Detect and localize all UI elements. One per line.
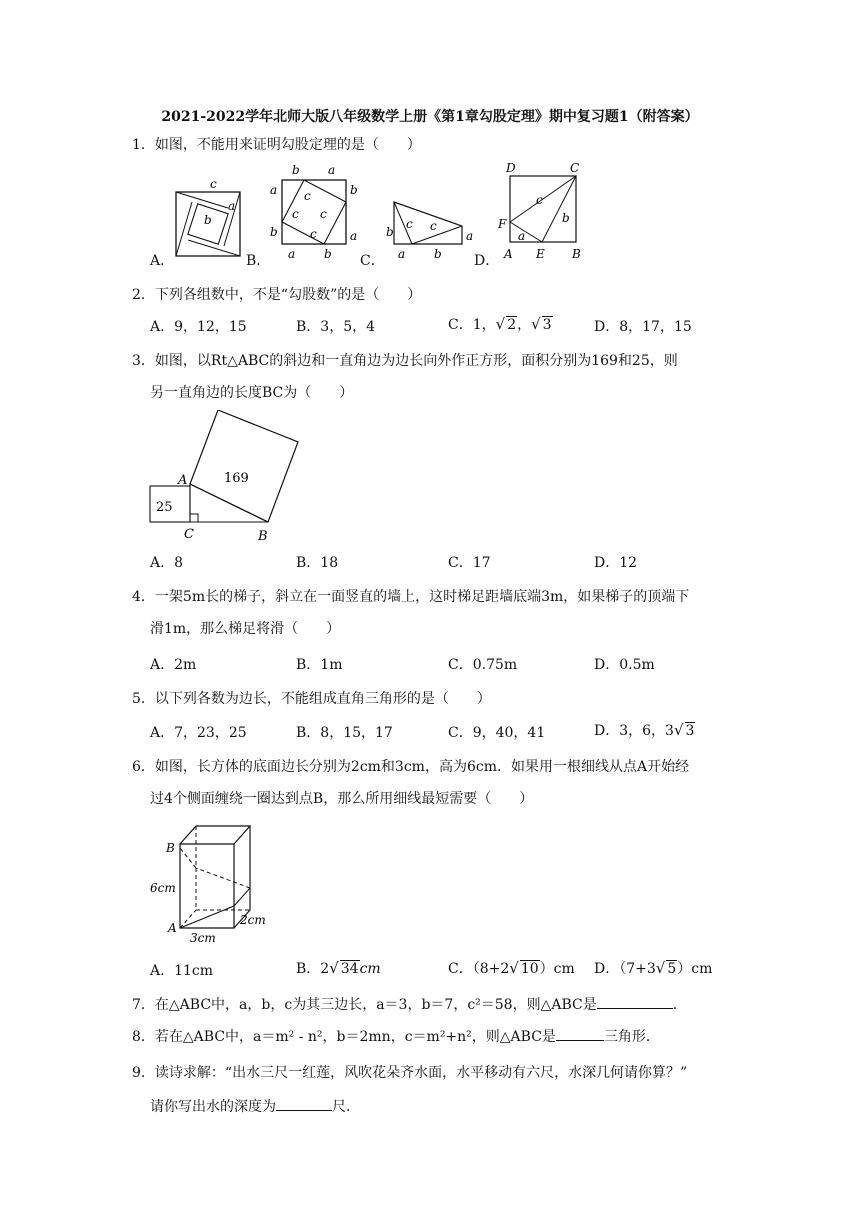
q1c-label-b-left: b	[386, 225, 394, 239]
q3-point-B: B	[258, 529, 268, 544]
q1a-label-b: b	[204, 213, 212, 227]
sqrt-icon: √	[655, 959, 666, 977]
sqrt-icon: √	[531, 315, 541, 333]
q2-option-b: B．3，5，4	[296, 319, 376, 335]
q1d-label-c: c	[536, 193, 543, 207]
q2-option-c-prefix: C．1，	[448, 317, 496, 333]
question-3-line-1: 3．如图，以Rt△ABC的斜边和一直角边为边长向外作正方形，面积分别为169和25，则	[132, 353, 678, 369]
question-7-text: 7．在△ABC中，a，b，c为其三边长，a＝3，b＝7，c²＝58，则△ABC是	[132, 997, 597, 1013]
q1d-label-b: b	[562, 211, 570, 225]
question-8-end: 三角形．	[603, 1029, 660, 1045]
q6-option-d	[594, 958, 712, 978]
q1-figure-a	[170, 176, 246, 266]
q3-option-b: B．18	[296, 555, 339, 571]
q3-option-a: A．8	[150, 555, 184, 571]
q6-option-c-suffix: ）cm	[539, 961, 575, 977]
sqrt-icon: √	[495, 315, 506, 333]
q1-figure-d	[496, 160, 592, 264]
q5-option-d-radicand: 3	[685, 723, 695, 739]
q4-option-d: D．0.5m	[594, 657, 655, 673]
q1c-label-a-right: a	[466, 229, 474, 243]
question-8-text: 8．若在△ABC中，a＝m² - n²，b＝2mn，c＝m²+n²，则△ABC是	[132, 1029, 556, 1045]
q6-option-b-radicand: 34	[340, 961, 359, 977]
q5-option-c: C．9，40，41	[448, 725, 546, 741]
question-4-line-1: 4．一架5m长的梯子，斜立在一面竖直的墙上，这时梯足距墙底端3m，如果梯子的顶端下	[132, 589, 690, 605]
q6-option-d-radicand: 5	[667, 961, 677, 977]
q1-figure-b	[266, 160, 362, 264]
q1b-label-a-bottom: a	[288, 247, 296, 261]
question-6-line-2: 过4个侧面缠绕一圈达到点B，那么所用细线最短需要（ ）	[150, 791, 534, 807]
question-4-line-2: 滑1m，那么梯足将滑（ ）	[150, 621, 341, 637]
q1d-point-B: B	[572, 247, 581, 261]
question-3-line-2: 另一直角边的长度BC为（ ）	[150, 385, 354, 401]
q1b-label-a-right: a	[350, 229, 358, 243]
q4-option-b: B．1m	[296, 657, 343, 673]
q3-option-c: C．17	[448, 555, 491, 571]
q5-option-a: A．7，23，25	[150, 725, 247, 741]
q1-figure-c	[386, 196, 478, 266]
page-title: 2021-2022学年北师大版八年级数学上册《第1章勾股定理》期中复习题1（附答案）	[161, 109, 699, 125]
q9-answer-blank[interactable]	[276, 1096, 332, 1111]
q1-option-c: C．	[360, 253, 385, 269]
q2-option-c-radicand-2: 3	[542, 317, 552, 333]
q1a-label-c: c	[210, 177, 217, 191]
question-9-line-2	[150, 1096, 360, 1118]
q2-option-c-radicand-1: 2	[507, 317, 517, 333]
q5-option-d-prefix: D．3，6，3	[594, 723, 674, 739]
question-9-text: 请你写出水的深度为	[150, 1099, 276, 1115]
q6-option-a: A．11cm	[150, 963, 214, 979]
q1b-label-a-left: a	[270, 183, 278, 197]
q1d-label-a: a	[518, 229, 526, 243]
q1b-label-c2: c	[292, 207, 299, 221]
q3-point-A: A	[178, 473, 188, 488]
q6-point-A: A	[168, 921, 177, 935]
q2-option-d: D．8，17，15	[594, 319, 692, 335]
q3-figure	[140, 410, 310, 546]
q6-option-b	[296, 958, 381, 978]
q6-point-B: B	[166, 841, 175, 855]
q6-option-c-radicand: 10	[520, 961, 539, 977]
q6-option-c-prefix: C．（8+2	[448, 961, 510, 977]
q6-height-label: 6cm	[150, 881, 176, 895]
q1b-label-c3: c	[320, 207, 327, 221]
q6-option-d-prefix: D．（7+3	[594, 961, 656, 977]
q1c-label-a-bottom: a	[398, 247, 406, 261]
q1d-point-E: E	[536, 247, 545, 261]
q1c-label-c1: c	[406, 217, 413, 231]
q3-point-C: C	[184, 527, 194, 542]
question-8	[132, 1026, 660, 1048]
q5-option-b: B．8，15，17	[296, 725, 393, 741]
question-5-stem: 5．以下列各数为边长，不能组成直角三角形的是（ ）	[132, 691, 491, 707]
question-7-end: ．	[672, 997, 687, 1013]
q1-option-a: A．	[150, 253, 175, 269]
q1d-point-D: D	[506, 161, 516, 175]
q6-figure	[146, 822, 276, 946]
question-7	[132, 994, 687, 1016]
q3-small-square-area: 25	[156, 500, 173, 515]
question-9-end: 尺．	[332, 1099, 360, 1115]
question-2-stem: 2．下列各组数中，不是“勾股数”的是（ ）	[132, 287, 422, 303]
question-1-stem: 1．如图，不能用来证明勾股定理的是（ ）	[132, 137, 421, 153]
q1b-label-b-bottom: b	[324, 247, 332, 261]
q1b-label-b-left: b	[270, 225, 278, 239]
q3-option-d: D．12	[594, 555, 638, 571]
q6-option-c	[448, 958, 575, 978]
q1d-point-C: C	[570, 161, 580, 175]
sqrt-icon: √	[673, 721, 684, 739]
sqrt-icon: √	[509, 959, 519, 977]
q1d-point-A: A	[504, 247, 513, 261]
q6-width-label: 3cm	[190, 931, 216, 945]
q1c-label-b-bottom: b	[434, 247, 442, 261]
q6-depth-label: 2cm	[240, 913, 266, 927]
q1-option-d: D．	[474, 253, 500, 269]
sqrt-icon: √	[329, 959, 339, 977]
q3-big-square-area: 169	[224, 471, 249, 486]
q1-option-b: B．	[246, 253, 271, 269]
q1b-label-c4: c	[310, 227, 317, 241]
q6-option-b-prefix: B．2	[296, 961, 330, 977]
q1b-label-a-top: a	[328, 163, 336, 177]
q5-option-d	[594, 720, 695, 740]
q8-answer-blank[interactable]	[556, 1026, 604, 1041]
question-9-line-1: 9．读诗求解：“出水三尺一红莲，风吹花朵齐水面，水平移动有六尺，水深几何请你算？”	[132, 1065, 688, 1081]
q1d-point-F: F	[498, 217, 507, 231]
q2-option-a: A．9，12，15	[150, 319, 247, 335]
q7-answer-blank[interactable]	[597, 994, 673, 1009]
q1b-label-b-right: b	[350, 183, 358, 197]
q2-option-c-sep: ，	[517, 317, 532, 333]
q1c-label-c2: c	[430, 219, 437, 233]
q1a-label-a: a	[228, 199, 236, 213]
q4-option-c: C．0.75m	[448, 657, 518, 673]
q2-option-c	[448, 314, 553, 334]
q6-option-b-unit: cm	[359, 961, 381, 977]
question-6-line-1: 6．如图，长方体的底面边长分别为2cm和3cm，高为6cm．如果用一根细线从点A开始经	[132, 759, 690, 775]
q1b-label-c1: c	[304, 189, 311, 203]
q1b-label-b-top: b	[292, 163, 300, 177]
q6-option-d-suffix: ）cm	[677, 961, 713, 977]
q4-option-a: A．2m	[150, 657, 197, 673]
